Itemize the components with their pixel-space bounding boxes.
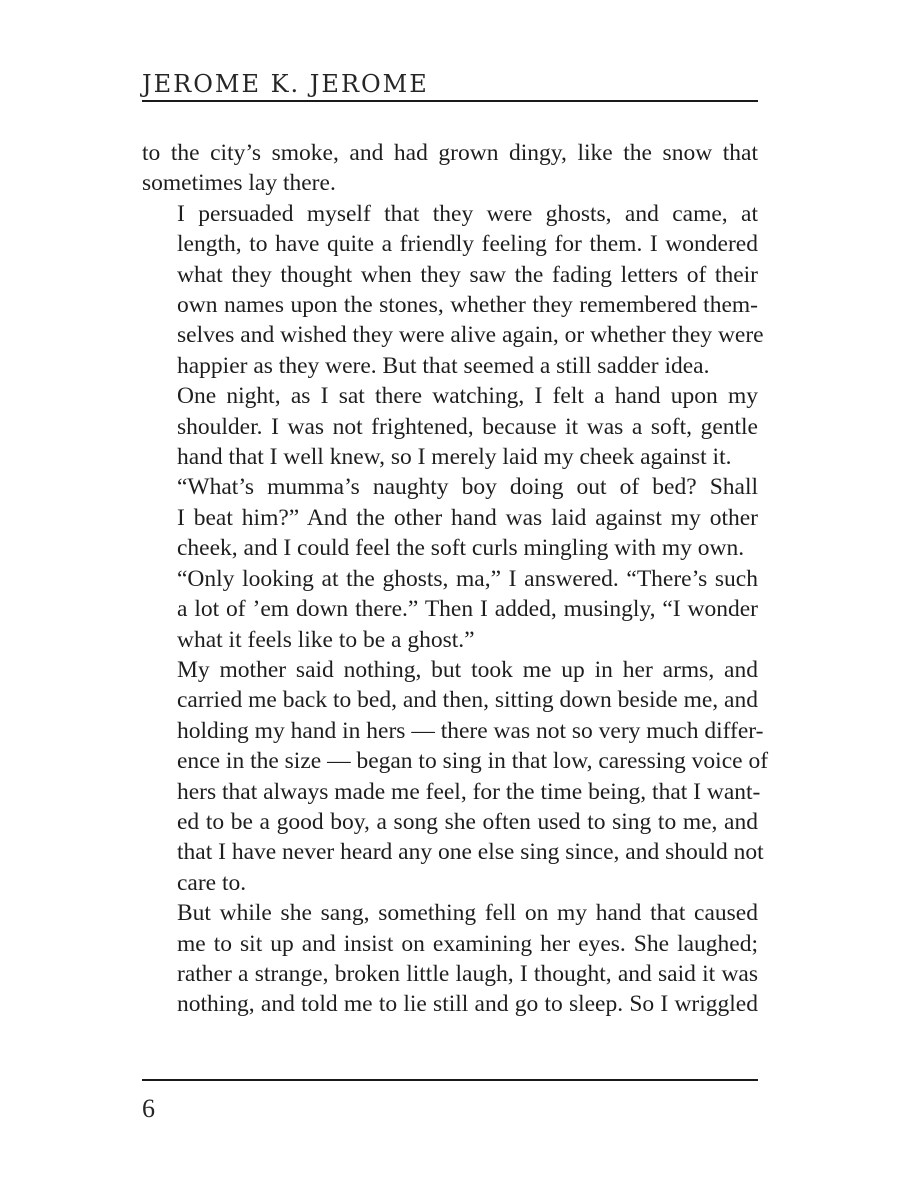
text-line: One night, as I sat there watching, I felt a hand upon my [177,383,758,410]
text-line: happier as they were. But that seemed a still sadder idea. [177,352,710,379]
text-line: nothing, and told me to lie still and go to sleep. So I wriggled [177,991,758,1018]
text-line: that I have never heard any one else sing since, and should not [177,839,764,866]
text-line: ed to be a good boy, a song she often used to sing to me, and [177,808,758,835]
text-line: length, to have quite a friendly feeling for them. I wondered [177,231,758,258]
text-line: me to sit up and insist on examining her eyes. She laughed; [177,930,758,957]
body-text [142,138,769,1020]
text-line: hers that always made me feel, for the time being, that I want- [177,778,761,805]
text-line: what they thought when they saw the fading letters of their [177,261,758,288]
text-line: cheek, and I could feel the soft curls mingling with my own. [177,535,745,562]
text-line: what it feels like to be a ghost.” [177,626,475,653]
text-line: My mother said nothing, but took me up in her arms, and [177,656,758,683]
text-line: selves and wished they were alive again, or whether they were [177,322,764,349]
paragraph [142,381,758,472]
text-line: ence in the size — began to sing in that low, caressing voice of [177,748,769,775]
text-line: hand that I well knew, so I merely laid my cheek against it. [177,444,732,471]
footer-rule [142,1079,758,1081]
text-line: But while she sang, something fell on my hand that caused [177,900,758,927]
paragraph [142,655,769,898]
text-line: to the city’s smoke, and had grown dingy, like the snow that [142,140,758,166]
text-line: carried me back to bed, and then, sitting down beside me, and [177,687,758,714]
paragraph [142,898,758,1020]
text-line: sometimes lay there. [142,170,336,197]
paragraph [142,199,764,381]
paragraph [142,564,758,655]
text-line: own names upon the stones, whether they remembered them- [177,292,758,319]
text-line: a lot of ’em down there.” Then I added, musingly, “I wonder [177,596,758,623]
text-line: I beat him?” And the other hand was laid against my other [177,504,758,531]
text-line: “Only looking at the ghosts, ma,” I answered. “There’s such [177,565,758,592]
running-header: JEROME K. JEROME [142,70,429,98]
text-line: “What’s mumma’s naughty boy doing out of bed? Shall [177,474,758,501]
text-line: I persuaded myself that they were ghosts, and came, at [177,200,758,227]
paragraph [142,138,758,199]
text-line: shoulder. I was not frightened, because it was a soft, gentle [177,413,758,440]
paragraph [142,472,758,563]
text-line: care to. [177,869,247,896]
header-rule [142,100,758,102]
text-line: holding my hand in hers — there was not so very much differ- [177,717,764,744]
text-line: rather a strange, broken little laugh, I thought, and said it was [177,960,758,987]
page-number: 6 [142,1094,155,1123]
